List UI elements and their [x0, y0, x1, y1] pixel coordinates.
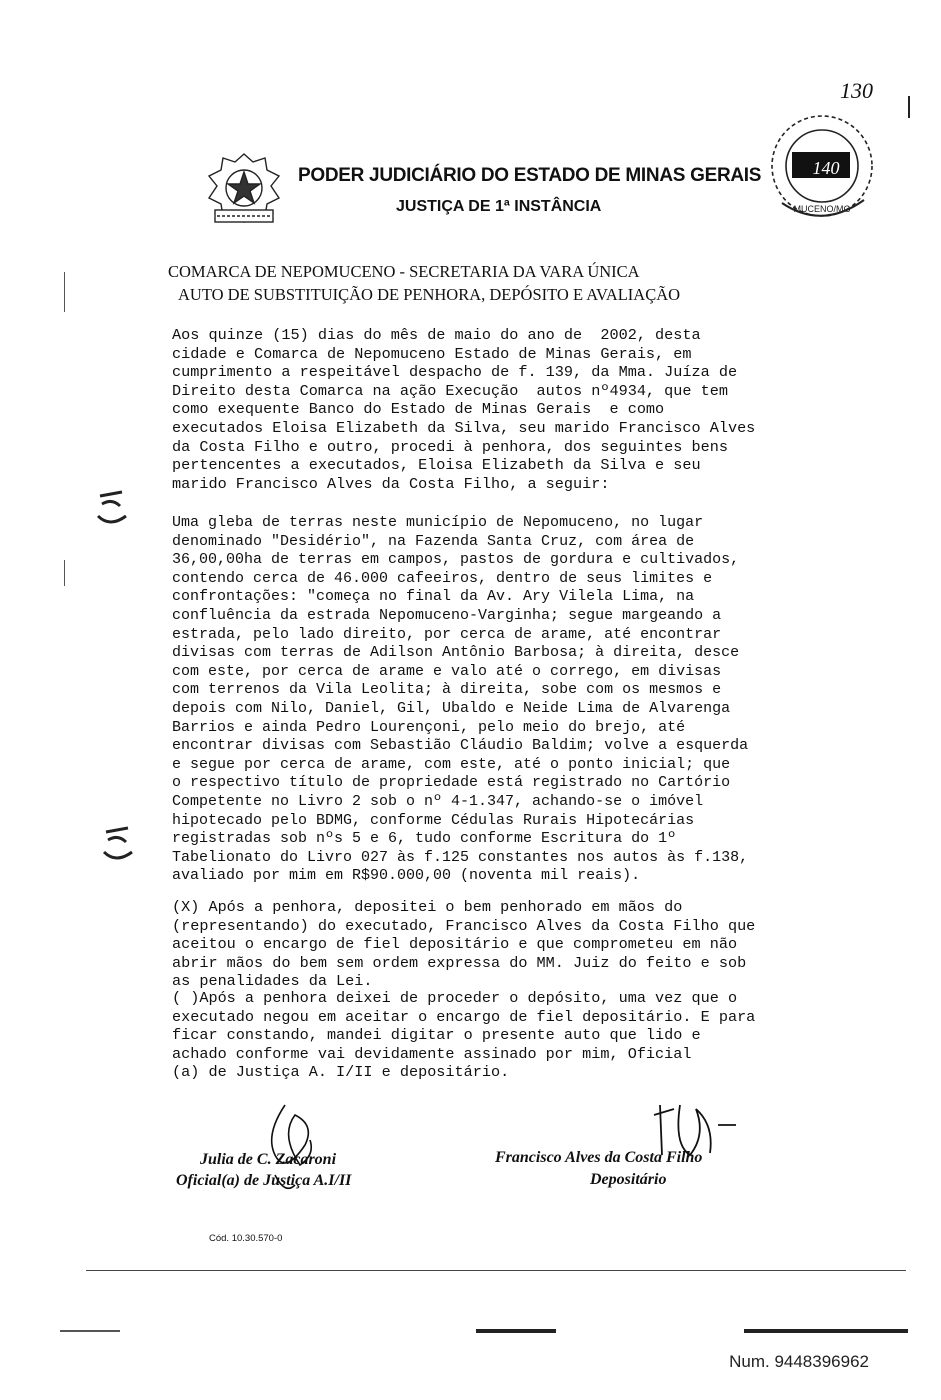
footer-rule: [86, 1270, 906, 1271]
court-stamp: [760, 108, 880, 230]
header-line-2: JUSTIÇA DE 1ª INSTÂNCIA: [396, 198, 602, 215]
page-number: 130: [840, 78, 873, 103]
scan-artifact: [744, 1329, 908, 1333]
coat-of-arms-emblem: [203, 148, 285, 228]
margin-mark: [908, 96, 910, 118]
paragraph-intro: Aos quinze (15) dias do mês de maio do ano de 2002, desta cidade e Comarca de Nepomuceno Estado de Minas Gerais, em cumprimento a respeitável despacho de f. 139, da Mma. Juíza de Direito desta Comarca na ação Execução autos nº4934, que tem como exequente Banco do Estado de Minas Gerais e como executados Eloisa Elizabeth da Silva, seu marido Francisco Alves da Costa Filho e outro, procedi à penhora, dos seguintes bens pertencentes a executados, Eloisa Elizabeth da Silva e seu marido Francisco Alves da Costa Filho, a seguir:: [172, 326, 756, 493]
margin-line: [64, 560, 65, 586]
margin-line: [64, 272, 65, 312]
margin-initial-mark: [92, 486, 132, 532]
form-code: Cód. 10.30.570-0: [209, 1233, 283, 1244]
paragraph-deposit-made: (X) Após a penhora, depositei o bem penhorado em mãos do (representando) do executado, Francisco Alves da Costa Filho que aceitou o encargo de fiel depositário e que comprometeu em não abrir mãos do bem sem ordem expressa do MM. Juiz do feito e sob as penalidades da Lei.: [172, 898, 756, 991]
signature-name-right: Francisco Alves da Costa Filho: [495, 1149, 703, 1166]
svg-text:MUCENO/MG: MUCENO/MG: [793, 204, 851, 214]
signature-role-right: Depositário: [590, 1171, 667, 1188]
scan-artifact: [60, 1330, 120, 1332]
paragraph-deposit-refused: ( )Após a penhora deixei de proceder o depósito, uma vez que o executado negou em aceitar o encargo de fiel depositário. E para ficar constando, mandei digitar o presente auto que lido e achado conforme vai devidamente assinado por mim, Oficial (a) de Justiça A. I/II e depositário.: [172, 989, 756, 1082]
document-title-line-1: COMARCA DE NEPOMUCENO - SECRETARIA DA VARA ÚNICA: [168, 262, 640, 281]
document-number: Num. 9448396962: [729, 1352, 869, 1371]
document-title-line-2: AUTO DE SUBSTITUIÇÃO DE PENHORA, DEPÓSITO E AVALIAÇÃO: [178, 285, 681, 304]
scan-artifact: [476, 1329, 556, 1333]
paragraph-property-description: Uma gleba de terras neste município de Nepomuceno, no lugar denominado "Desidério", na Fazenda Santa Cruz, com área de 36,00,00ha de terras em campos, pastos de gordura e cultivados, contendo cerca de 46.000 cafeeiros, dentro de seus limites e confrontações: "começa no final da Av. Ary Vilela Lima, na confluência da estrada Nepomuceno-Varginha; segue margeando a estrada, pelo lado direito, por cerca de arame, até encontrar divisas com terras de Adilson Antônio Barbosa; à direita, desce com este, por cerca de arame e valo até o corrego, em divisas com terrenos da Vila Leolita; à direita, sobe com os mesmos e depois com Nilo, Daniel, Gil, Ubaldo e Neide Lima de Alvarenga Barrios e ainda Pedro Lourençoni, pelo meio do brejo, até encontrar divisas com Sebastião Cláudio Baldim; volve a esquerda e segue por cerca de arame, com este, até o ponto inicial; que o respectivo título de propriedade está registrado no Cartório Competente no Livro 2 sob o nº 4-1.347, achando-se o imóvel hipotecado pelo BDMG, conforme Cédulas Rurais Hipotecárias registradas sob nºs 5 e 6, tudo conforme Escritura do 1º Tabelionato do Livro 027 às f.125 constantes nos autos às f.138, avaliado por mim em R$90.000,00 (noventa mil reais).: [172, 514, 749, 885]
signature-name-left: Julia de C. Zacaroni: [200, 1151, 337, 1168]
stamp-number: 140: [812, 158, 840, 178]
signature-role-left: Oficial(a) de Justiça A.I/II: [176, 1172, 352, 1189]
header-line-1: PODER JUDICIÁRIO DO ESTADO DE MINAS GERAIS: [298, 165, 762, 186]
margin-initial-mark: [98, 822, 138, 868]
